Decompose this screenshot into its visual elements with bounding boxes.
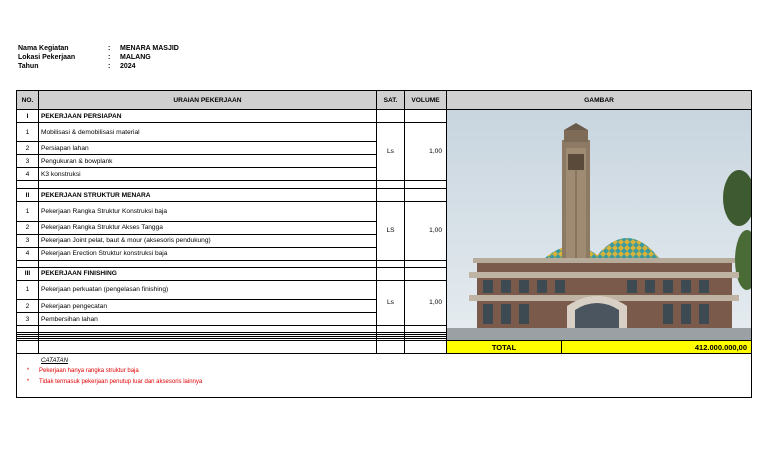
- header-no: NO.: [17, 91, 39, 110]
- item-description: K3 konstruksi: [39, 168, 377, 181]
- item-description: Pekerjaan Rangka Struktur Akses Tangga: [39, 221, 377, 234]
- project-label: Nama Kegiatan: [18, 45, 69, 52]
- volume-cell: 1,00: [405, 123, 447, 181]
- section-number: II: [17, 189, 39, 202]
- note-text: Pekerjaan hanya rangka struktur baja: [39, 368, 139, 374]
- note-item: [17, 366, 751, 377]
- section-title: PEKERJAAN FINISHING: [39, 267, 377, 280]
- project-info-row: [18, 62, 179, 71]
- item-number: 1: [17, 280, 39, 299]
- note-item: [17, 377, 751, 388]
- note-text: Tidak termasuk pekerjaan penutup luar dan aksesoris lainnya: [39, 379, 203, 385]
- item-description: Pembersihan lahan: [39, 313, 377, 326]
- total-label: TOTAL: [447, 341, 562, 354]
- item-number: 2: [17, 300, 39, 313]
- item-number: 4: [17, 168, 39, 181]
- notes-row: [17, 354, 752, 398]
- notes-block: [17, 354, 752, 398]
- volume-cell: 1,00: [405, 202, 447, 260]
- item-number: 3: [17, 313, 39, 326]
- item-description: Pekerjaan Erection Struktur konstruksi baja: [39, 247, 377, 260]
- note-bullet: *: [26, 368, 30, 374]
- item-number: 2: [17, 221, 39, 234]
- unit-cell: Ls: [377, 123, 405, 181]
- item-description: Pekerjaan pengecatan: [39, 300, 377, 313]
- item-number: 3: [17, 234, 39, 247]
- location-value: MALANG: [120, 54, 151, 61]
- section-title: PEKERJAAN STRUKTUR MENARA: [39, 189, 377, 202]
- item-number: 4: [17, 247, 39, 260]
- item-number: 3: [17, 155, 39, 168]
- section-number: III: [17, 267, 39, 280]
- item-description: Pekerjaan perkuatan (pengelasan finishing): [39, 280, 377, 299]
- year-label: Tahun: [18, 63, 39, 70]
- item-number: 2: [17, 142, 39, 155]
- project-info-row: [18, 53, 179, 62]
- header-sat: SAT.: [377, 91, 405, 110]
- note-bullet: *: [26, 379, 30, 385]
- header-uraian: URAIAN PEKERJAAN: [39, 91, 377, 110]
- colon: :: [108, 54, 111, 61]
- section-row: [17, 110, 752, 123]
- unit-cell: LS: [377, 202, 405, 260]
- project-info-row: [18, 44, 179, 53]
- notes-heading: CATATAN: [41, 357, 69, 364]
- colon: :: [108, 45, 111, 52]
- building-image: [447, 110, 752, 341]
- header-volume: VOLUME: [405, 91, 447, 110]
- work-breakdown-table: [16, 90, 752, 398]
- total-row: [17, 341, 752, 354]
- item-description: Pekerjaan Joint pelat, baut & mour (aksesoris pendukung): [39, 234, 377, 247]
- item-description: Pengukuran & bowplank: [39, 155, 377, 168]
- colon: :: [108, 63, 111, 70]
- location-label: Lokasi Pekerjaan: [18, 54, 76, 61]
- unit-cell: Ls: [377, 280, 405, 325]
- main-building: [447, 258, 752, 340]
- section-number: I: [17, 110, 39, 123]
- project-info: [18, 44, 179, 71]
- header-gambar: GAMBAR: [447, 91, 752, 110]
- volume-cell: 1,00: [405, 280, 447, 325]
- total-value: 412.000.000,00: [562, 341, 752, 354]
- mosque-tower-render: [447, 110, 752, 340]
- item-description: Pekerjaan Rangka Struktur Konstruksi baja: [39, 202, 377, 221]
- item-description: Mobilisasi & demobilisasi material: [39, 123, 377, 142]
- project-name: MENARA MASJID: [120, 45, 179, 52]
- table-header-row: [17, 91, 752, 110]
- tower: [562, 123, 590, 268]
- section-title: PEKERJAAN PERSIAPAN: [39, 110, 377, 123]
- item-description: Persiapan lahan: [39, 142, 377, 155]
- item-number: 1: [17, 123, 39, 142]
- item-number: 1: [17, 202, 39, 221]
- year-value: 2024: [120, 63, 136, 70]
